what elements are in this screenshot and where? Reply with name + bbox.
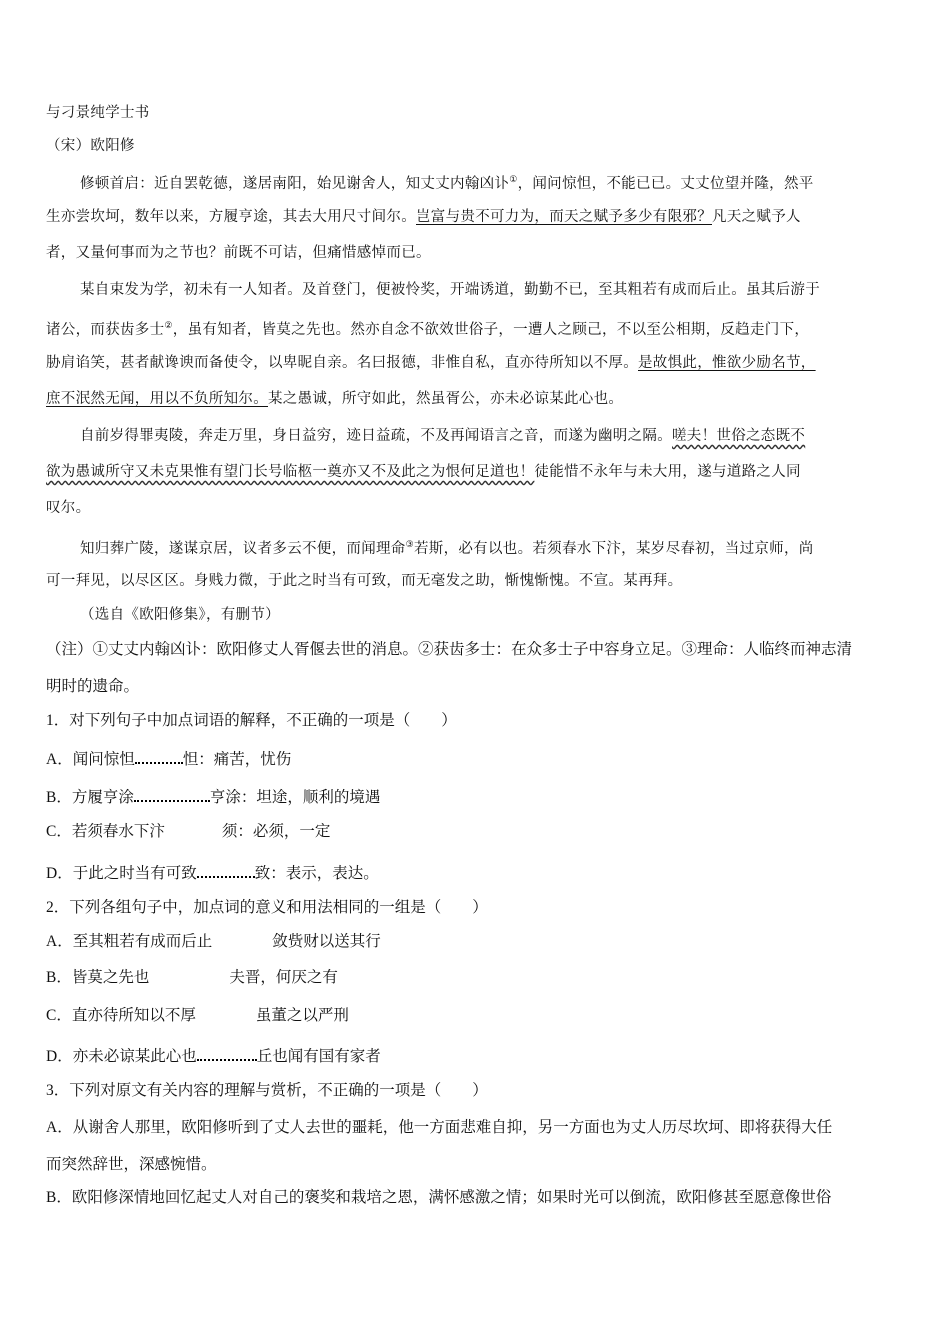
para2-line4: 庶不泯然无闻，用以不负所知尔。某之愚诚，所守如此，然虽胥公，亦未必谅某此心也。 — [46, 391, 624, 407]
q2-option-c: C．直亦待所知以不厚 虽董之以严刑 — [46, 1007, 349, 1024]
author-line: （宋）欧阳修 — [46, 138, 135, 154]
para2-line1: 某自束发为学，初未有一人知者。及首登门，便被怜奖，开端诱道，勤勤不已，至其粗若有成而后止。虽其后游于 — [80, 282, 820, 298]
source-citation: （选自《欧阳修集》，有删节） — [80, 607, 280, 623]
q1-stem: 1．对下列句子中加点词语的解释，不正确的一项是（ ） — [46, 712, 457, 729]
para3-line1: 自前岁得罪夷陵，奔走万里，身日益穷，迹日益疏，不及再闻语言之音，而遂为幽明之隔。嗟夫！世俗之态既不 — [80, 428, 806, 444]
q2-option-d: D．亦未必谅某此心也 丘也闻有国有家者 — [46, 1043, 381, 1067]
emphasis-dots — [197, 1043, 257, 1061]
para2-line2: 诸公，而获齿多士②，虽有知者，皆莫之先也。然亦自念不欲效世俗子，一遭人之顾己，不以至公相期，反趋走门下， — [46, 321, 810, 338]
annotation-line1: （注）①丈丈内翰凶讣：欧阳修丈人胥偃去世的消息。②获齿多士：在众多士子中容身立足。③理命：人临终而神志清 — [46, 641, 853, 658]
para2-line3: 胁肩谄笑，甚者献谗谀而备使令，以卑昵自亲。名曰报德，非惟自私，直亦待所知以不厚。是故惧此，惟欲少励名节， — [46, 355, 816, 371]
para4-line2: 可一拜见，以尽区区。身贱力微，于此之时当有可致，而无毫发之助，惭愧惭愧。不宣。某再拜。 — [46, 573, 683, 589]
q2-stem: 2．下列各组句子中，加点词的意义和用法相同的一组是（ ） — [46, 899, 488, 916]
emphasis-dots — [134, 784, 210, 802]
q2-option-a: A．至其粗若有成而后止 敛赀财以送其行 — [46, 933, 381, 950]
q3-stem: 3．下列对原文有关内容的理解与赏析，不正确的一项是（ ） — [46, 1082, 488, 1099]
letter-title: 与刁景纯学士书 — [46, 105, 150, 121]
q2-option-b: B．皆莫之先也 夫晋，何厌之有 — [46, 969, 338, 986]
q1-option-c: C．若须春水下汴 须：必须，一定 — [46, 823, 331, 840]
q1-option-b: B．方履亨涂 亨涂：坦途，顺利的境遇 — [46, 784, 380, 808]
q3-option-a-line2: 而突然辞世，深感惋惜。 — [46, 1156, 217, 1173]
wavy-underlined-text-a: 嗟夫！世俗之态既不 — [672, 428, 806, 444]
underlined-sentence-2a: 是故惧此，惟欲少励名节， — [638, 355, 816, 371]
q1-option-d: D．于此之时当有可致 致：表示，表达。 — [46, 860, 379, 884]
underlined-sentence-2b: 庶不泯然无闻，用以不负所知尔。 — [46, 391, 268, 407]
emphasis-dots — [197, 860, 255, 878]
para4-line1: 知归葬广陵，遂谋京居，议者多云不便，而闻理命③若斯，必有以也。若须春水下汴，某岁尽春初，当过京师，尚 — [80, 540, 814, 557]
para1-line1: 修顿首启：近自罢乾德，遂居南阳，始见谢舍人，知丈丈内翰凶讣①，闻问惊怛，不能已已。丈丈位望并隆，然平 — [80, 175, 814, 192]
para3-line3: 叹尔。 — [46, 500, 91, 516]
para3-line2: 欲为愚诚所守又未克果惟有望门长号临柩一奠亦又不及此之为恨何足道也！徒能惜不永年与未大用，遂与道路之人同 — [46, 464, 801, 480]
underlined-sentence-1: 岂富与贵不可力为，而天之赋予多少有限邪？ — [416, 209, 712, 225]
q1-option-a: A．闻问惊怛 怛：痛苦，忧伤 — [46, 746, 291, 770]
emphasis-dots — [135, 746, 183, 764]
wavy-underlined-text-b: 欲为愚诚所守又未克果惟有望门长号临柩一奠亦又不及此之为恨何足道也！ — [46, 464, 535, 480]
para1-line3: 者，又量何事而为之节也？前既不可诘，但痛惜感悼而已。 — [46, 245, 431, 261]
para1-line2: 生亦尝坎坷，数年以来，方履亨途，其去大用尺寸间尔。岂富与贵不可力为，而天之赋予多少有限邪？凡天之赋予人 — [46, 209, 801, 225]
q3-option-a-line1: A．从谢舍人那里，欧阳修听到了丈人去世的噩耗，他一方面悲难自抑，另一方面也为丈人历尽坎坷、即将获得大任 — [46, 1119, 833, 1136]
q3-option-b-line1: B．欧阳修深情地回忆起丈人对自己的褒奖和栽培之恩，满怀感激之情；如果时光可以倒流，欧阳修甚至愿意像世俗 — [46, 1189, 832, 1206]
annotation-line2: 明时的遗命。 — [46, 678, 140, 695]
